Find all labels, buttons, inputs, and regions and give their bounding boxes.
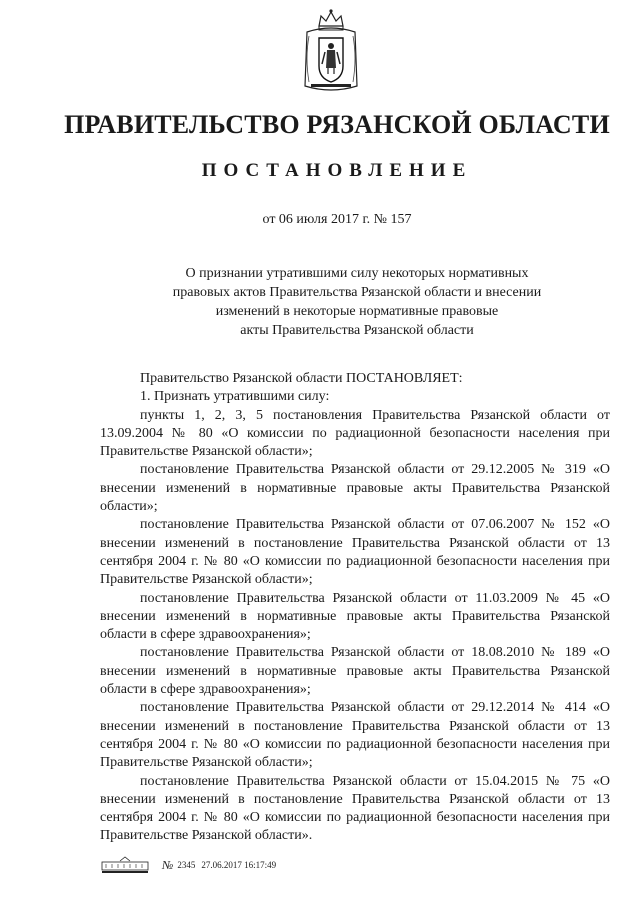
coat-of-arms-icon: [301, 8, 361, 96]
repealed-act-item: постановление Правительства Рязанской области от 15.04.2015 № 75 «О внесении изменений в постановление Правительства Рязанской области от 13 сентября 2004 г. № 80 «О комиссии по радиационной безопасности населения при Правительстве Рязанской области».: [100, 773, 610, 844]
repealed-act-item: постановление Правительства Рязанской области от 29.12.2005 № 319 «О внесении изменений в нормативные правовые акты Правительства Рязанской области»;: [100, 462, 610, 515]
registry-footer: [100, 855, 276, 875]
document-subject: [140, 264, 574, 340]
subject-line: изменений в некоторые нормативные правовые: [215, 304, 499, 319]
document-date-number: от 06 июля 2017 г. № 157: [262, 212, 412, 227]
preamble-paragraph: Правительство Рязанской области ПОСТАНОВЛЯЕТ:: [140, 371, 463, 386]
clause-heading: 1. Признать утратившими силу:: [140, 389, 330, 405]
subject-line: О признании утратившими силу некоторых нормативных: [185, 266, 529, 281]
registry-number: 2345: [177, 860, 196, 870]
document-type-title: ПОСТАНОВЛЕНИЕ: [201, 160, 473, 181]
registry-timestamp: 27.06.2017 16:17:49: [201, 860, 277, 870]
repealed-act-item: постановление Правительства Рязанской области от 29.12.2014 № 414 «О внесении изменений в постановление Правительства Рязанской области от 13 сентября 2004 г. № 80 «О комиссии по радиационной безопасности населения при Правительстве Рязанской области»;: [100, 700, 610, 771]
repealed-act-item: постановление Правительства Рязанской области от 18.08.2010 № 189 «О внесении изменений в нормативные правовые акты Правительства Рязанской области в сфере здравоохранения»;: [100, 645, 610, 698]
repealed-act-item: пункты 1, 2, 3, 5 постановления Правительства Рязанской области от 13.09.2004 № 80 «О комиссии по радиационной безопасности населения при Правительстве Рязанской области»;: [100, 407, 610, 460]
registry-stamp-icon: [100, 855, 150, 875]
number-sign: №: [162, 857, 174, 872]
document-body: [100, 370, 610, 846]
repealed-act-item: постановление Правительства Рязанской области от 07.06.2007 № 152 «О внесении изменений в постановление Правительства Рязанской области от 13 сентября 2004 г. № 80 «О комиссии по радиационной безопасности населения при Правительстве Рязанской области»;: [100, 517, 610, 588]
subject-line: акты Правительства Рязанской области: [240, 323, 474, 338]
repealed-act-item: постановление Правительства Рязанской области от 11.03.2009 № 45 «О внесении изменений в нормативные правовые акты Правительства Рязанской области в сфере здравоохранения»;: [100, 590, 610, 643]
government-title: ПРАВИТЕЛЬСТВО РЯЗАНСКОЙ ОБЛАСТИ: [64, 110, 610, 139]
subject-line: правовых актов Правительства Рязанской области и внесении: [172, 285, 542, 300]
